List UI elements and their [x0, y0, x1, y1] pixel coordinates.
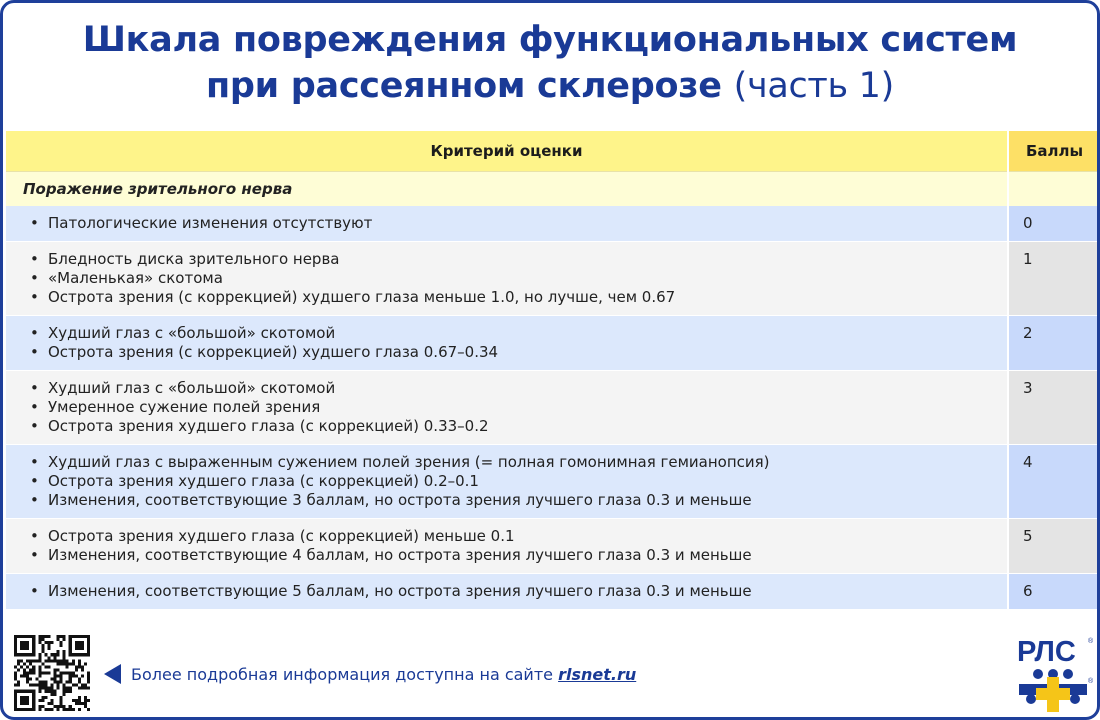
scale-table	[6, 131, 1100, 609]
list-item	[30, 491, 1007, 510]
table-row	[6, 242, 1100, 316]
table-header-row	[6, 131, 1100, 172]
criterion-text: Патологические изменения отсутствуют	[48, 214, 373, 232]
bullet-icon: •	[30, 527, 39, 545]
bullet-icon: •	[30, 453, 39, 471]
list-item	[30, 472, 1007, 491]
title-part: (часть 1)	[733, 66, 894, 106]
list-item	[30, 343, 1007, 362]
section-row	[6, 172, 1100, 207]
footer-link[interactable]: rlsnet.ru	[558, 665, 637, 684]
score-cell: 5	[1008, 519, 1100, 574]
criterion-cell	[6, 519, 1008, 574]
list-item	[30, 417, 1007, 436]
criterion-text: Острота зрения худшего глаза (с коррекцией) 0.2–0.1	[48, 472, 479, 490]
bullet-icon: •	[30, 343, 39, 361]
list-item	[30, 527, 1007, 546]
criterion-text: «Маленькая» скотома	[48, 269, 223, 287]
bullet-icon: •	[30, 288, 39, 306]
criterion-text: Худший глаз с выраженным сужением полей зрения (= полная гомонимная гемианопсия)	[48, 453, 770, 471]
score-cell: 4	[1008, 445, 1100, 519]
list-item	[30, 582, 1007, 601]
logo-text: РЛС	[1017, 636, 1076, 668]
logo-registered-bottom: ®	[1088, 678, 1094, 685]
bullet-icon: •	[30, 250, 39, 268]
list-item	[30, 398, 1007, 417]
list-item	[30, 269, 1007, 288]
page-title	[3, 17, 1097, 109]
criterion-text: Острота зрения (с коррекцией) худшего глаза 0.67–0.34	[48, 343, 499, 361]
list-item	[30, 214, 1007, 233]
score-cell: 3	[1008, 371, 1100, 445]
title-line-2-main: при рассеянном склерозе	[206, 66, 722, 106]
criterion-list	[6, 324, 1007, 362]
criterion-cell	[6, 445, 1008, 519]
criterion-text: Бледность диска зрительного нерва	[48, 250, 340, 268]
list-item	[30, 324, 1007, 343]
criterion-text: Острота зрения худшего глаза (с коррекцией) меньше 0.1	[48, 527, 515, 545]
criterion-list	[6, 250, 1007, 307]
title-line-2	[3, 63, 1097, 109]
list-item	[30, 250, 1007, 269]
score-cell: 2	[1008, 316, 1100, 371]
criterion-list	[6, 527, 1007, 565]
qr-code-icon[interactable]	[14, 635, 90, 711]
criterion-cell	[6, 316, 1008, 371]
criterion-list	[6, 379, 1007, 436]
bullet-icon: •	[30, 398, 39, 416]
criterion-list	[6, 214, 1007, 233]
header-score: Баллы	[1008, 131, 1100, 172]
logo-registered-top: ®	[1088, 638, 1094, 645]
footer-info	[131, 665, 636, 684]
list-item	[30, 453, 1007, 472]
criterion-text: Изменения, соответствующие 4 баллам, но острота зрения лучшего глаза 0.3 и меньше	[48, 546, 752, 564]
criterion-text: Изменения, соответствующие 3 баллам, но острота зрения лучшего глаза 0.3 и меньше	[48, 491, 752, 509]
criterion-cell	[6, 242, 1008, 316]
criterion-text: Худший глаз с «большой» скотомой	[48, 324, 336, 342]
criterion-text: Худший глаз с «большой» скотомой	[48, 379, 336, 397]
bullet-icon: •	[30, 417, 39, 435]
criterion-cell	[6, 574, 1008, 610]
table-row	[6, 371, 1100, 445]
bullet-icon: •	[30, 472, 39, 490]
list-item	[30, 546, 1007, 565]
criterion-list	[6, 582, 1007, 601]
title-line-1: Шкала повреждения функциональных систем	[82, 20, 1018, 60]
bullet-icon: •	[30, 546, 39, 564]
bullet-icon: •	[30, 269, 39, 287]
table-row	[6, 519, 1100, 574]
criterion-cell	[6, 371, 1008, 445]
footer-text: Более подробная информация доступна на сайте	[131, 665, 559, 684]
table-row	[6, 445, 1100, 519]
criterion-text: Изменения, соответствующие 5 баллам, но острота зрения лучшего глаза 0.3 и меньше	[48, 582, 752, 600]
score-cell: 0	[1008, 206, 1100, 242]
bullet-icon: •	[30, 324, 39, 342]
criterion-text: Острота зрения худшего глаза (с коррекцией) 0.33–0.2	[48, 417, 489, 435]
section-score-cell	[1008, 172, 1100, 207]
list-item	[30, 379, 1007, 398]
criterion-cell	[6, 206, 1008, 242]
table-row	[6, 574, 1100, 610]
criterion-list	[6, 453, 1007, 510]
table-row	[6, 206, 1100, 242]
criterion-text: Умеренное сужение полей зрения	[48, 398, 321, 416]
criterion-text: Острота зрения (с коррекцией) худшего глаза меньше 1.0, но лучше, чем 0.67	[48, 288, 676, 306]
section-title: Поражение зрительного нерва	[6, 172, 1008, 207]
bullet-icon: •	[30, 214, 39, 232]
header-criterion: Критерий оценки	[6, 131, 1008, 172]
table-row	[6, 316, 1100, 371]
list-item	[30, 288, 1007, 307]
bullet-icon: •	[30, 582, 39, 600]
score-cell: 1	[1008, 242, 1100, 316]
bullet-icon: •	[30, 379, 39, 397]
bullet-icon: •	[30, 491, 39, 509]
score-cell: 6	[1008, 574, 1100, 610]
rls-logo-icon[interactable]	[1013, 633, 1097, 715]
arrow-left-icon	[104, 664, 121, 684]
